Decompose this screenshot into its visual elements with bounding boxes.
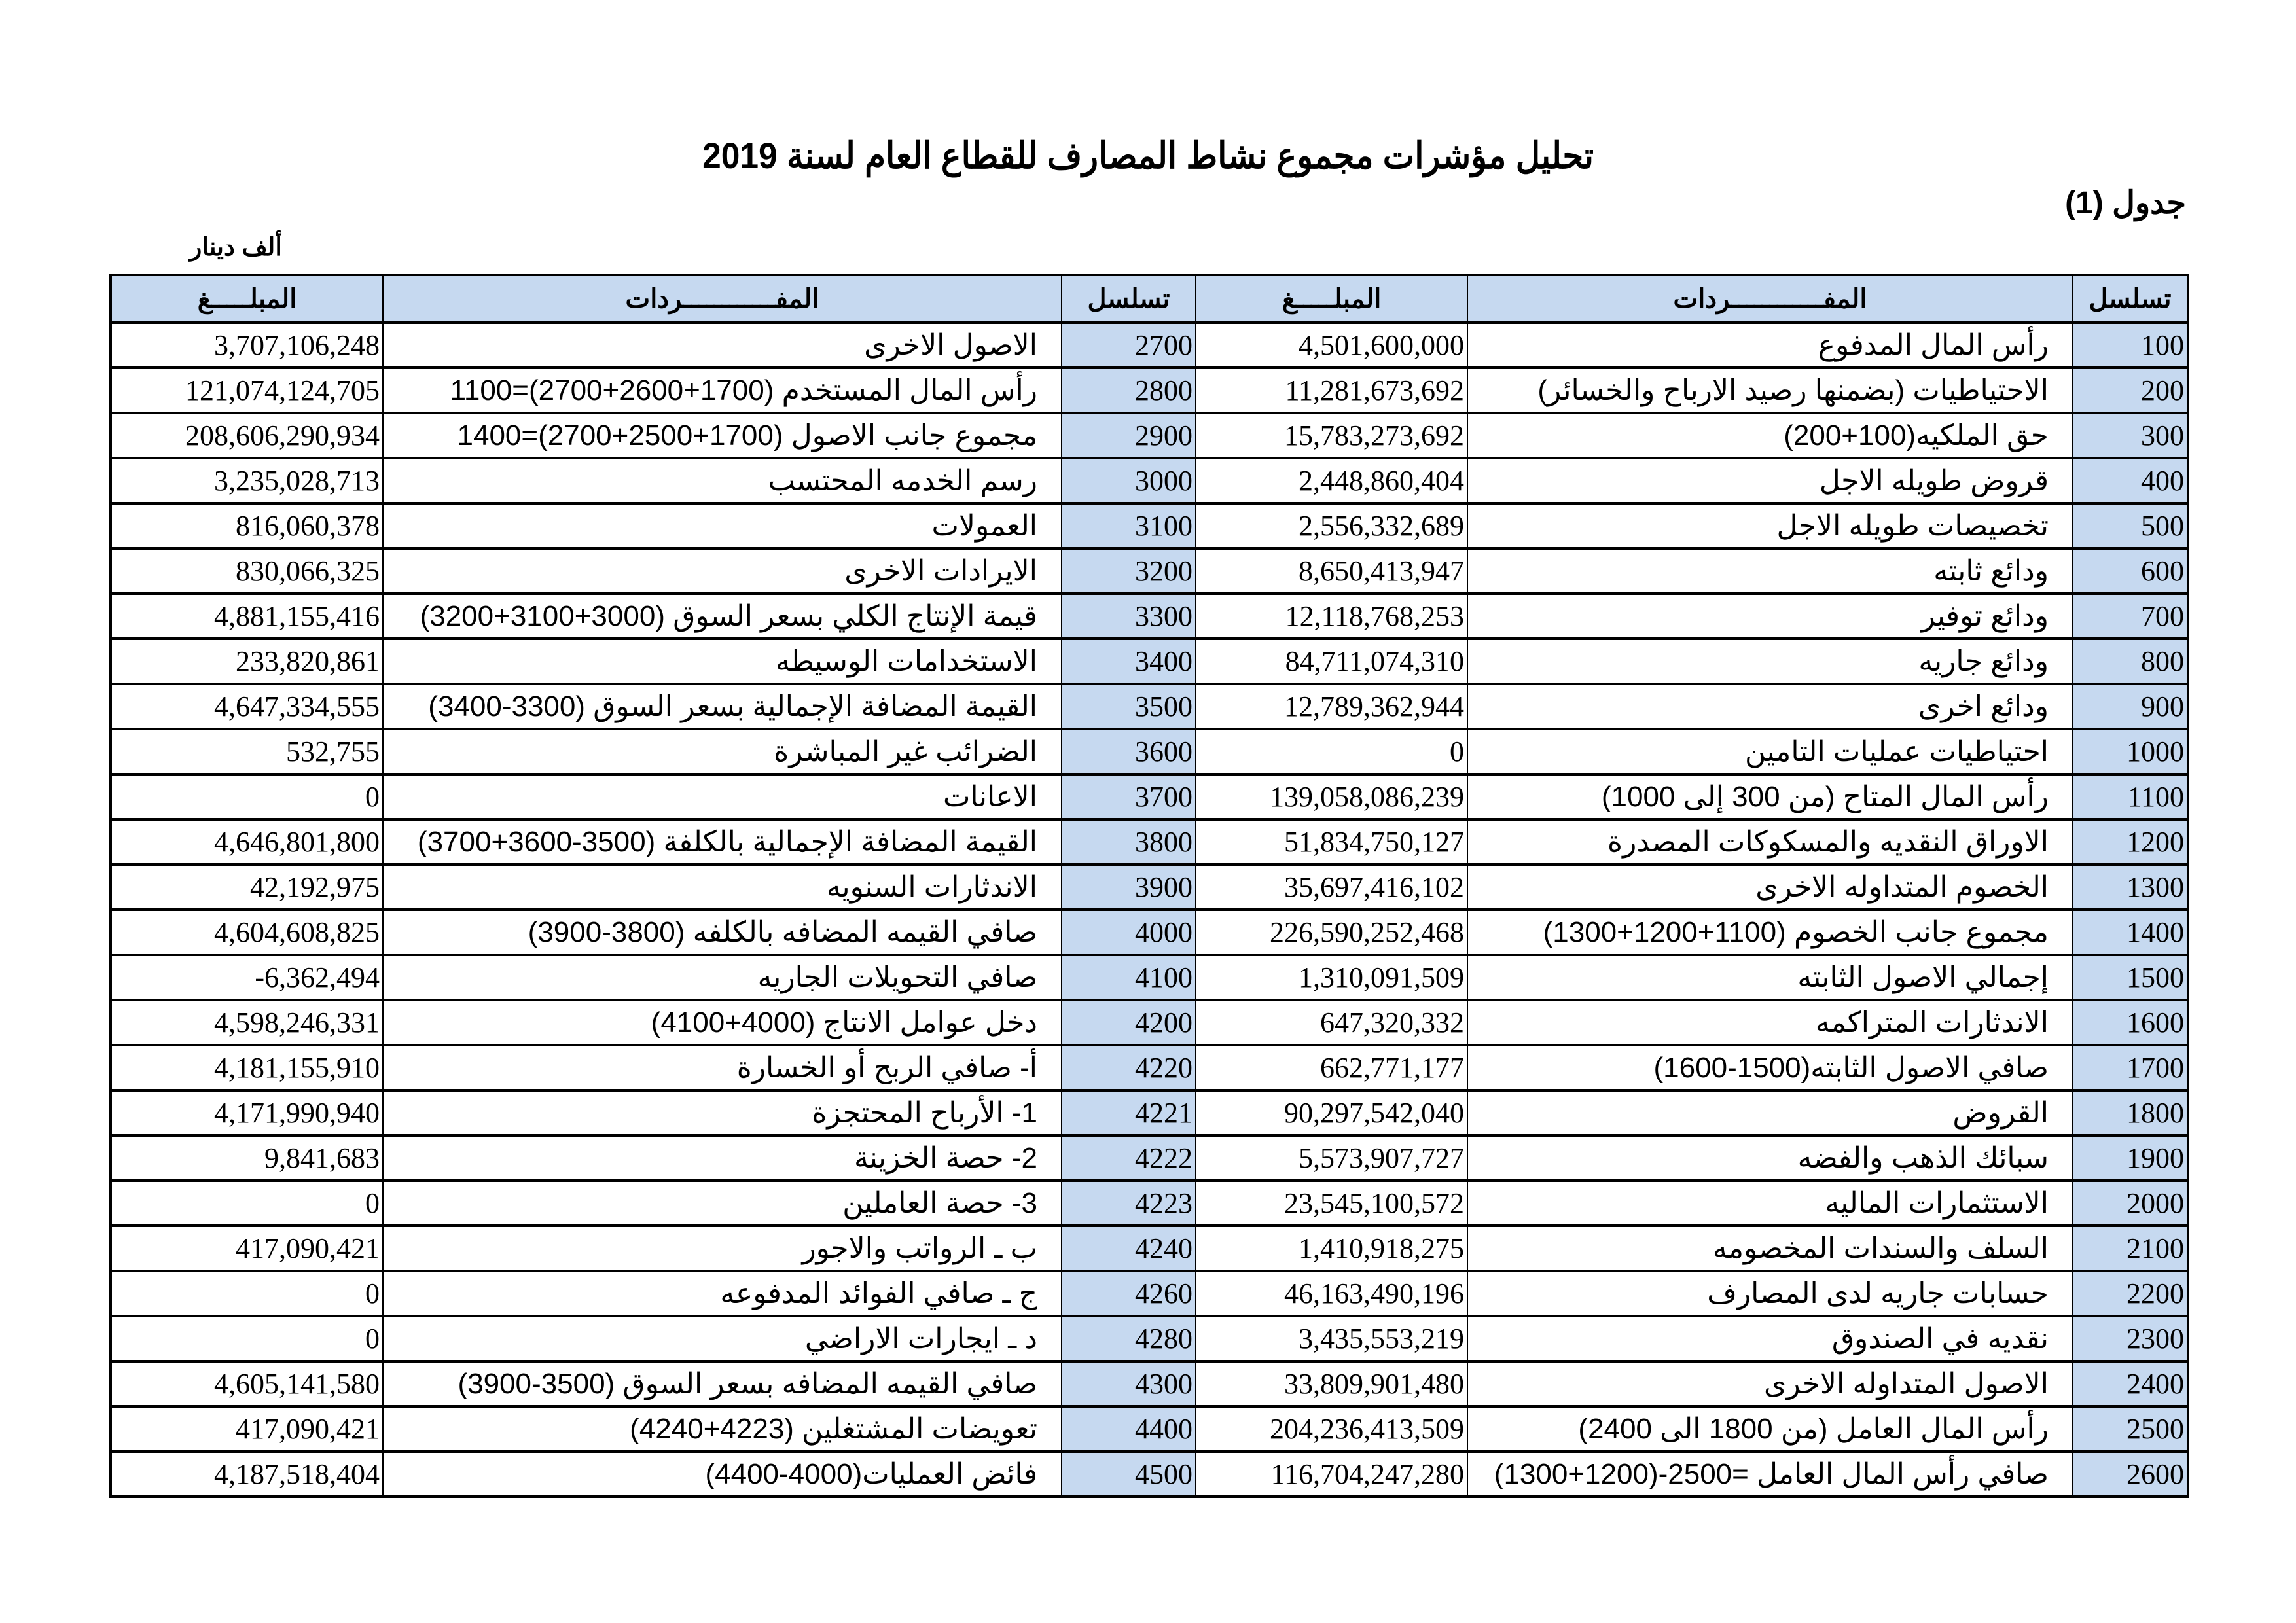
amount-left: 233,820,861 [111, 639, 383, 684]
table-row [111, 1181, 2188, 1226]
seq-left: 4221 [1062, 1090, 1196, 1135]
item-left: صافي التحويلات الجاريه [383, 955, 1062, 1000]
item-right: رأس المال العامل (من 1800 الى 2400) [1467, 1406, 2073, 1452]
table-row [111, 1000, 2188, 1045]
item-left: فائض العمليات(4000-4400) [383, 1452, 1062, 1497]
item-right: الاندثارات المتراكمه [1467, 1000, 2073, 1045]
table-row [111, 684, 2188, 729]
item-right: نقديه في الصندوق [1467, 1316, 2073, 1361]
table-row [111, 368, 2188, 413]
seq-left: 4000 [1062, 910, 1196, 955]
amount-left: 4,646,801,800 [111, 819, 383, 865]
seq-right: 600 [2073, 548, 2188, 594]
header-items-left: المفــــــــــــردات [383, 275, 1062, 323]
header-seq-left: تسلسل [1062, 275, 1196, 323]
item-left: ج ـ صافي الفوائد المدفوعه [383, 1271, 1062, 1316]
amount-right: 33,809,901,480 [1196, 1361, 1467, 1406]
item-left: دخل عوامل الانتاج (4000+4100) [383, 1000, 1062, 1045]
header-amount-right: المبلـــــغ [1196, 275, 1467, 323]
table-row [111, 1361, 2188, 1406]
item-right: سبائك الذهب والفضه [1467, 1135, 2073, 1181]
seq-left: 3200 [1062, 548, 1196, 594]
item-left: الاستخدامات الوسيطه [383, 639, 1062, 684]
seq-left: 3100 [1062, 503, 1196, 548]
seq-left: 4260 [1062, 1271, 1196, 1316]
item-left: د ـ ايجارات الاراضي [383, 1316, 1062, 1361]
item-left: العمولات [383, 503, 1062, 548]
seq-left: 3000 [1062, 458, 1196, 503]
amount-left: 208,606,290,934 [111, 413, 383, 458]
table-row [111, 910, 2188, 955]
table-row [111, 594, 2188, 639]
page-title: تحليل مؤشرات مجموع نشاط المصارف للقطاع العام لسنة 2019 [702, 135, 1594, 176]
amount-left: 417,090,421 [111, 1226, 383, 1271]
seq-left: 3800 [1062, 819, 1196, 865]
amount-right: 35,697,416,102 [1196, 865, 1467, 910]
seq-right: 500 [2073, 503, 2188, 548]
seq-right: 100 [2073, 323, 2188, 368]
amount-left: 4,647,334,555 [111, 684, 383, 729]
item-left: أ- صافي الربح أو الخسارة [383, 1045, 1062, 1090]
amount-left: 4,598,246,331 [111, 1000, 383, 1045]
table-row [111, 774, 2188, 819]
item-left: القيمة المضافة الإجمالية بالكلفة (3500-3600+3700) [383, 819, 1062, 865]
item-right: ودائع ثابته [1467, 548, 2073, 594]
item-right: قروض طويله الاجل [1467, 458, 2073, 503]
item-right: ودائع اخرى [1467, 684, 2073, 729]
seq-right: 900 [2073, 684, 2188, 729]
amount-right: 12,789,362,944 [1196, 684, 1467, 729]
item-left: ب ـ الرواتب والاجور [383, 1226, 1062, 1271]
seq-right: 2000 [2073, 1181, 2188, 1226]
seq-right: 2600 [2073, 1452, 2188, 1497]
amount-left: -6,362,494 [111, 955, 383, 1000]
item-right: ودائع جاريه [1467, 639, 2073, 684]
amount-right: 15,783,273,692 [1196, 413, 1467, 458]
amount-left: 830,066,325 [111, 548, 383, 594]
table-row [111, 1135, 2188, 1181]
item-left: رأس المال المستخدم (1700+2600+2700)=1100 [383, 368, 1062, 413]
item-right: الخصوم المتداوله الاخرى [1467, 865, 2073, 910]
item-left: قيمة الإنتاج الكلي بسعر السوق (3000+3100+3200) [383, 594, 1062, 639]
amount-right: 1,410,918,275 [1196, 1226, 1467, 1271]
amount-right: 2,448,860,404 [1196, 458, 1467, 503]
amount-left: 4,604,608,825 [111, 910, 383, 955]
item-right: رأس المال المدفوع [1467, 323, 2073, 368]
item-left: مجموع جانب الاصول (1700+2500+2700)=1400 [383, 413, 1062, 458]
table-row [111, 458, 2188, 503]
seq-left: 3400 [1062, 639, 1196, 684]
amount-left: 0 [111, 1181, 383, 1226]
item-left: الاعانات [383, 774, 1062, 819]
amount-right: 46,163,490,196 [1196, 1271, 1467, 1316]
amount-left: 121,074,124,705 [111, 368, 383, 413]
item-right: مجموع جانب الخصوم (1100+1200+1300) [1467, 910, 2073, 955]
item-right: الاصول المتداوله الاخرى [1467, 1361, 2073, 1406]
amount-right: 647,320,332 [1196, 1000, 1467, 1045]
amount-left: 0 [111, 1271, 383, 1316]
amount-left: 4,605,141,580 [111, 1361, 383, 1406]
amount-right: 11,281,673,692 [1196, 368, 1467, 413]
seq-right: 2300 [2073, 1316, 2188, 1361]
item-left: 1- الأرباح المحتجزة [383, 1090, 1062, 1135]
amount-right: 226,590,252,468 [1196, 910, 1467, 955]
indicators-table [109, 274, 2189, 1498]
seq-right: 1700 [2073, 1045, 2188, 1090]
seq-left: 4280 [1062, 1316, 1196, 1361]
seq-left: 2800 [1062, 368, 1196, 413]
item-right: احتياطيات عمليات التامين [1467, 729, 2073, 774]
seq-left: 2900 [1062, 413, 1196, 458]
seq-right: 1600 [2073, 1000, 2188, 1045]
item-right: الاستثمارات الماليه [1467, 1181, 2073, 1226]
seq-right: 200 [2073, 368, 2188, 413]
amount-right: 8,650,413,947 [1196, 548, 1467, 594]
item-right: السلف والسندات المخصومه [1467, 1226, 2073, 1271]
table-row [111, 955, 2188, 1000]
seq-left: 4400 [1062, 1406, 1196, 1452]
amount-left: 3,235,028,713 [111, 458, 383, 503]
seq-right: 1800 [2073, 1090, 2188, 1135]
table-row [111, 1045, 2188, 1090]
seq-right: 1200 [2073, 819, 2188, 865]
amount-right: 3,435,553,219 [1196, 1316, 1467, 1361]
amount-right: 139,058,086,239 [1196, 774, 1467, 819]
amount-right: 84,711,074,310 [1196, 639, 1467, 684]
table-row [111, 413, 2188, 458]
table-row [111, 1271, 2188, 1316]
amount-right: 662,771,177 [1196, 1045, 1467, 1090]
amount-left: 4,171,990,940 [111, 1090, 383, 1135]
seq-left: 2700 [1062, 323, 1196, 368]
header-seq-right: تسلسل [2073, 275, 2188, 323]
seq-left: 3300 [1062, 594, 1196, 639]
item-left: الاندثارات السنويه [383, 865, 1062, 910]
amount-left: 4,187,518,404 [111, 1452, 383, 1497]
table-row [111, 1452, 2188, 1497]
item-right: تخصيصات طويله الاجل [1467, 503, 2073, 548]
table-row [111, 819, 2188, 865]
seq-right: 400 [2073, 458, 2188, 503]
table-row [111, 729, 2188, 774]
table-row [111, 865, 2188, 910]
seq-left: 4222 [1062, 1135, 1196, 1181]
seq-left: 4200 [1062, 1000, 1196, 1045]
item-right: إجمالي الاصول الثابته [1467, 955, 2073, 1000]
amount-left: 3,707,106,248 [111, 323, 383, 368]
seq-left: 4100 [1062, 955, 1196, 1000]
table-row [111, 1406, 2188, 1452]
seq-left: 4223 [1062, 1181, 1196, 1226]
amount-right: 2,556,332,689 [1196, 503, 1467, 548]
header-items-right: المفــــــــــــردات [1467, 275, 2073, 323]
seq-left: 4240 [1062, 1226, 1196, 1271]
amount-left: 0 [111, 774, 383, 819]
amount-right: 1,310,091,509 [1196, 955, 1467, 1000]
amount-right: 204,236,413,509 [1196, 1406, 1467, 1452]
seq-left: 4220 [1062, 1045, 1196, 1090]
amount-left: 4,181,155,910 [111, 1045, 383, 1090]
seq-left: 3500 [1062, 684, 1196, 729]
seq-right: 700 [2073, 594, 2188, 639]
seq-right: 2200 [2073, 1271, 2188, 1316]
amount-right: 5,573,907,727 [1196, 1135, 1467, 1181]
seq-right: 1900 [2073, 1135, 2188, 1181]
header-amount-left: المبلـــــغ [111, 275, 383, 323]
item-left: الاصول الاخرى [383, 323, 1062, 368]
table-row [111, 1316, 2188, 1361]
item-right: ودائع توفير [1467, 594, 2073, 639]
table-label: جدول (1) [2065, 186, 2186, 221]
item-left: الضرائب غير المباشرة [383, 729, 1062, 774]
table-row [111, 548, 2188, 594]
seq-right: 300 [2073, 413, 2188, 458]
seq-left: 4300 [1062, 1361, 1196, 1406]
seq-left: 3900 [1062, 865, 1196, 910]
item-left: الايرادات الاخرى [383, 548, 1062, 594]
seq-right: 1100 [2073, 774, 2188, 819]
amount-left: 816,060,378 [111, 503, 383, 548]
amount-left: 42,192,975 [111, 865, 383, 910]
item-right: الاحتياطيات (بضمنها رصيد الارباح والخسائر) [1467, 368, 2073, 413]
amount-right: 90,297,542,040 [1196, 1090, 1467, 1135]
item-right: رأس المال المتاح (من 300 إلى 1000) [1467, 774, 2073, 819]
seq-left: 3700 [1062, 774, 1196, 819]
amount-right: 51,834,750,127 [1196, 819, 1467, 865]
amount-left: 0 [111, 1316, 383, 1361]
item-right: القروض [1467, 1090, 2073, 1135]
seq-left: 4500 [1062, 1452, 1196, 1497]
seq-right: 1500 [2073, 955, 2188, 1000]
seq-left: 3600 [1062, 729, 1196, 774]
item-right: حق الملكيه(100+200) [1467, 413, 2073, 458]
seq-right: 2400 [2073, 1361, 2188, 1406]
amount-right: 0 [1196, 729, 1467, 774]
amount-left: 417,090,421 [111, 1406, 383, 1452]
item-left: القيمة المضافة الإجمالية بسعر السوق (3300-3400) [383, 684, 1062, 729]
seq-right: 1400 [2073, 910, 2188, 955]
seq-right: 2500 [2073, 1406, 2188, 1452]
seq-right: 800 [2073, 639, 2188, 684]
table-row [111, 639, 2188, 684]
table-row [111, 1226, 2188, 1271]
table-row [111, 1090, 2188, 1135]
item-left: صافي القيمه المضافه بالكلفه (3800-3900) [383, 910, 1062, 955]
item-right: الاوراق النقديه والمسكوكات المصدرة [1467, 819, 2073, 865]
amount-left: 4,881,155,416 [111, 594, 383, 639]
unit-label: ألف دينار [190, 234, 282, 261]
amount-right: 4,501,600,000 [1196, 323, 1467, 368]
item-left: 2- حصة الخزينة [383, 1135, 1062, 1181]
item-left: صافي القيمه المضافه بسعر السوق (3500-3900) [383, 1361, 1062, 1406]
amount-left: 532,755 [111, 729, 383, 774]
seq-right: 1300 [2073, 865, 2188, 910]
table-row [111, 323, 2188, 368]
item-left: رسم الخدمه المحتسب [383, 458, 1062, 503]
amount-left: 9,841,683 [111, 1135, 383, 1181]
table-header-row [111, 275, 2188, 323]
item-left: 3- حصة العاملين [383, 1181, 1062, 1226]
seq-right: 1000 [2073, 729, 2188, 774]
amount-right: 23,545,100,572 [1196, 1181, 1467, 1226]
amount-right: 116,704,247,280 [1196, 1452, 1467, 1497]
item-right: حسابات جاريه لدى المصارف [1467, 1271, 2073, 1316]
item-right: صافي الاصول الثابته(1500-1600) [1467, 1045, 2073, 1090]
amount-right: 12,118,768,253 [1196, 594, 1467, 639]
seq-right: 2100 [2073, 1226, 2188, 1271]
item-left: تعويضات المشتغلين (4223+4240) [383, 1406, 1062, 1452]
item-right: صافي رأس المال العامل =2500-(1200+1300) [1467, 1452, 2073, 1497]
table-row [111, 503, 2188, 548]
